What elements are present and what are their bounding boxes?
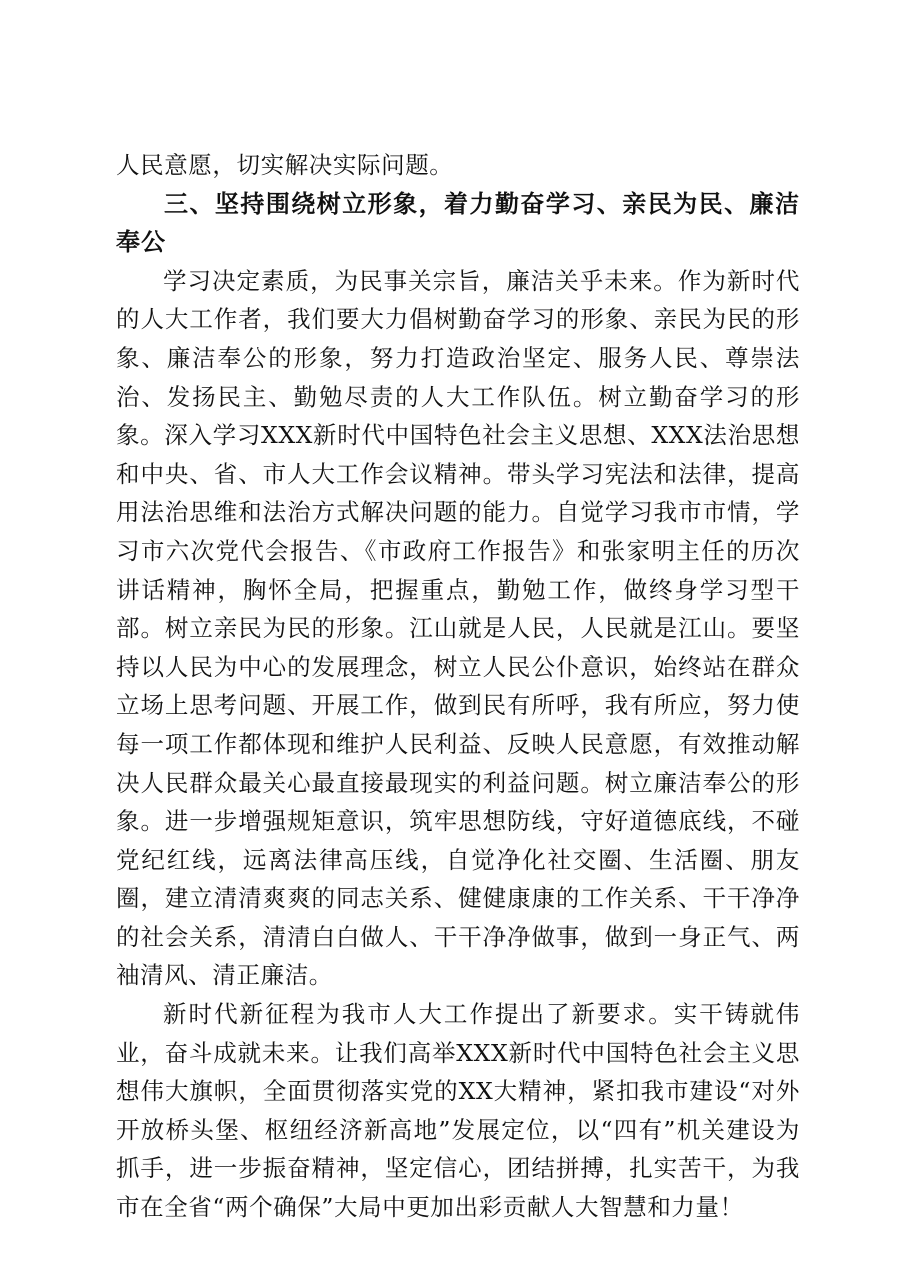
- body-paragraph-2: 新时代新征程为我市人大工作提出了新要求。实干铸就伟业，奋斗成就未来。让我们高举XXX新时代中国特色社会主义思想伟大旗帜，全面贯彻落实党的XX大精神，紧扣我市建设“对外开放桥头堡、枢纽经济新高地”发展定位，以“四有”机关建设为抓手，进一步振奋精神，坚定信心，团结拼搏，扎实苦干，为我市在全省“两个确保”大局中更加出彩贡献人大智慧和力量！: [116, 1000, 800, 1222]
- document-body: [116, 146, 800, 1227]
- continuation-text: 人民意愿，切实解决实际问题。: [116, 151, 454, 179]
- section-heading: 三、坚持围绕树立形象，着力勤奋学习、亲民为民、廉洁奉公: [116, 189, 800, 257]
- body-paragraph-1: 学习决定素质，为民事关宗旨，廉洁关乎未来。作为新时代的人大工作者，我们要大力倡树勤奋学习的形象、亲民为民的形象、廉洁奉公的形象，努力打造政治坚定、服务人民、尊崇法治、发扬民主、勤勉尽责的人大工作队伍。树立勤奋学习的形象。深入学习XXX新时代中国特色社会主义思想、XXX法治思想和中央、省、市人大工作会议精神。带头学习宪法和法律，提高用法治思维和法治方式解决问题的能力。自觉学习我市市情，学习市六次党代会报告、《市政府工作报告》和张家明主任的历次讲话精神，胸怀全局，把握重点，勤勉工作，做终身学习型干部。树立亲民为民的形象。江山就是人民，人民就是江山。要坚持以人民为中心的发展理念，树立人民公仆意识，始终站在群众立场上思考问题、开展工作，做到民有所呼，我有所应，努力使每一项工作都体现和维护人民利益、反映人民意愿，有效推动解决人民群众最关心最直接最现实的利益问题。树立廉洁奉公的形象。进一步增强规矩意识，筑牢思想防线，守好道德底线，不碰党纪红线，远离法律高压线，自觉净化社交圈、生活圈、朋友圈，建立清清爽爽的同志关系、健健康康的工作关系、干干净净的社会关系，清清白白做人、干干净净做事，做到一身正气、两袖清风、清正廉洁。: [116, 266, 800, 990]
